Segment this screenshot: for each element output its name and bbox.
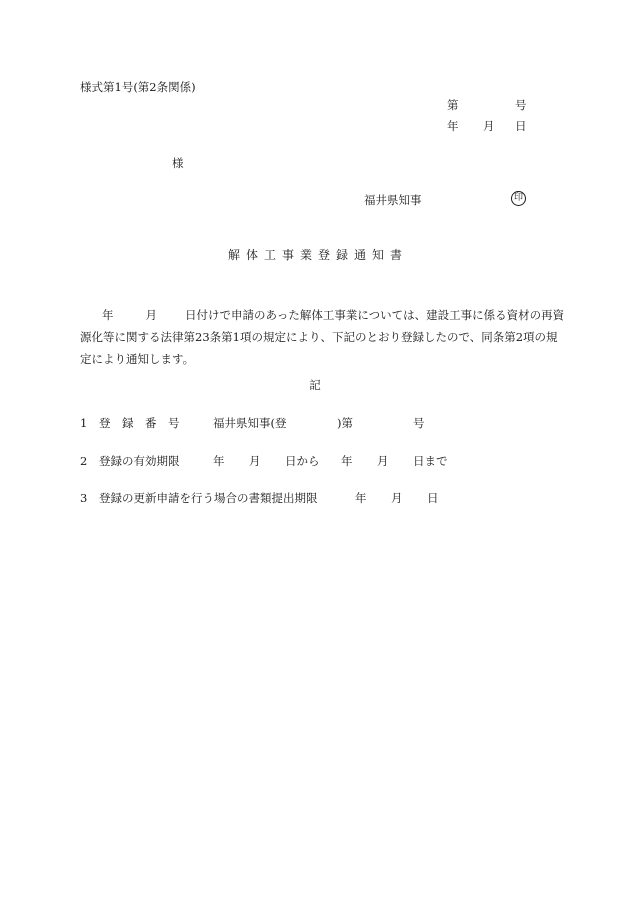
deadline-year: 年 [355, 491, 367, 505]
registration-prefix: 福井県知事(登 [213, 416, 287, 430]
item-validity-period [80, 456, 448, 468]
validity-day-to: 日まで [413, 454, 448, 468]
item-number: 3 [80, 491, 88, 505]
document-number-dai: 第 [447, 98, 459, 112]
seal-icon: 印 [511, 191, 526, 206]
item-number: 1 [80, 416, 88, 430]
body-line-3: 定により通知します。 [80, 352, 195, 366]
item-registration-number [80, 418, 425, 430]
body-month: 月 [145, 308, 157, 322]
deadline-day: 日 [427, 491, 439, 505]
ki-heading: 記 [309, 378, 321, 392]
date-month: 月 [483, 119, 495, 133]
document-number-go: 号 [515, 98, 527, 112]
deadline-month: 月 [391, 491, 403, 505]
body-line-1-text: 日付けで申請のあった解体工事業については、建設工事に係る資材の再資 [185, 308, 565, 322]
body-line-2: 源化等に関する法律第23条第1項の規定により、下記のとおり登録したので、同条第2項の規 [80, 330, 558, 344]
body-line-1 [80, 304, 565, 326]
date-day: 日 [515, 119, 527, 133]
validity-day-from: 日から [285, 454, 320, 468]
registration-mid: )第 [337, 416, 353, 430]
document-title: 解体工事業登録通知書 [227, 248, 408, 262]
validity-month-to: 月 [377, 454, 389, 468]
validity-year-from: 年 [213, 454, 225, 468]
addressee-honorific: 様 [172, 156, 184, 170]
body-year: 年 [102, 308, 114, 322]
issuer-title: 福井県知事 [364, 193, 422, 207]
item-number: 2 [80, 454, 88, 468]
body-paragraph [80, 304, 565, 370]
item-label: 登録の更新申請を行う場合の書類提出期限 [99, 491, 318, 505]
form-number: 様式第1号(第2条関係) [80, 80, 196, 94]
validity-year-to: 年 [341, 454, 353, 468]
item-label: 登録の有効期限 [99, 454, 180, 468]
validity-month-from: 月 [249, 454, 261, 468]
date-year: 年 [447, 119, 459, 133]
item-renewal-deadline [80, 493, 439, 505]
item-label: 登 録 番 号 [99, 416, 180, 430]
registration-suffix: 号 [413, 416, 425, 430]
